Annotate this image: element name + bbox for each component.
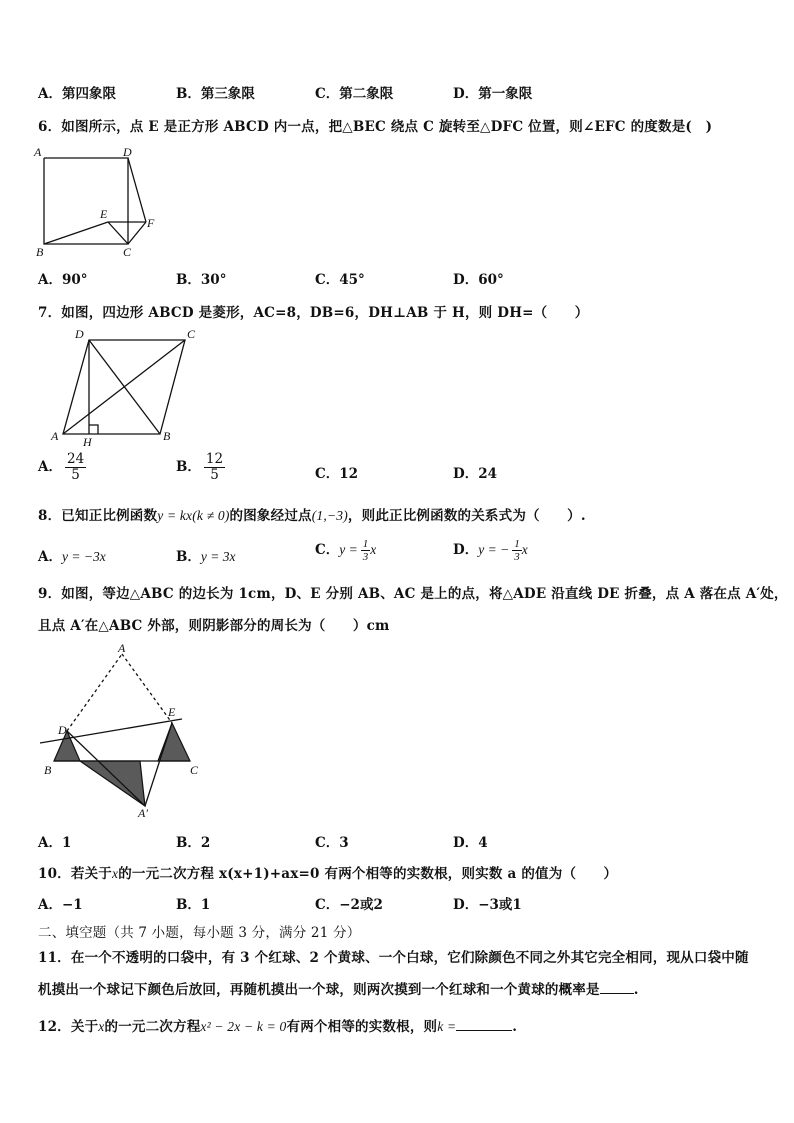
q9-fold-ae (122, 654, 172, 723)
q11-line2 (38, 978, 639, 998)
q9-label-a: A (118, 641, 126, 655)
q10-stem-pre: 10．若关于 (38, 866, 112, 882)
q7-option-c: C．12 (315, 466, 359, 482)
q6-line-df (128, 158, 146, 222)
q7-figure (45, 324, 205, 450)
q8-option-d-var: x (521, 542, 528, 558)
q6-option-a: A．90° (38, 272, 88, 288)
q6-line-ec (108, 222, 128, 244)
q12-var: x (98, 1019, 105, 1034)
q12-post: 有两个相等的实数根，则 (286, 1019, 438, 1035)
q12-pre: 12．关于 (38, 1019, 99, 1035)
q8-option-b (176, 545, 236, 565)
q7-stem: 7．如图，四边形 ABCD 是菱形，AC=8，DB=6，DH⊥AB 于 H，则 DH=（ ） (38, 305, 589, 321)
q6-option-d: D．60° (453, 272, 504, 288)
q5-option-b: B．第三象限 (176, 86, 255, 102)
q8-option-d-den: 3 (514, 551, 520, 564)
q8-option-c (315, 538, 376, 563)
q12-k: k = (437, 1019, 457, 1034)
q6-label-b: B (36, 245, 44, 259)
q11-line2-text: 机摸出一个球记下颜色后放回，再随机摸出一个球，则两次摸到一个红球和一个黄球的概率是 (38, 982, 600, 998)
q9-line-ea-prime (145, 723, 172, 806)
q8-option-d-num: 1 (514, 538, 520, 550)
q9-option-b: B．2 (176, 835, 211, 851)
q6-label-a: A (34, 145, 42, 159)
q5-option-c: C．第二象限 (315, 86, 394, 102)
q8-stem (38, 504, 586, 524)
q9-option-d: D．4 (453, 835, 488, 851)
q6-line-fc (128, 222, 146, 244)
q8-stem-mid: 的图象经过点 (229, 508, 312, 524)
q7-option-a-num: 24 (66, 451, 85, 467)
q7-option-a (38, 452, 86, 483)
q7-option-b-fraction (204, 452, 225, 483)
q8-stem-function: y = kx(k ≠ 0) (157, 508, 230, 523)
q10-option-b: B．1 (176, 897, 211, 913)
q6-label-c: C (123, 245, 132, 259)
q7-option-d: D．24 (453, 466, 497, 482)
q5-option-a: A．第四象限 (38, 86, 116, 102)
q10-option-d: D．−3或1 (453, 897, 522, 913)
q10-stem-var: x (112, 866, 119, 881)
q12-answer-blank[interactable] (456, 1030, 512, 1031)
q6-option-c: C．45° (315, 272, 365, 288)
q8-option-d-lhs: y = − (478, 542, 510, 558)
q6-option-b: B．30° (176, 272, 227, 288)
q11-answer-blank[interactable] (600, 993, 634, 994)
q7-diagonal-db (89, 340, 160, 434)
q9-label-d: D (58, 723, 67, 737)
q10-stem (38, 862, 617, 882)
q7-option-b-prefix: B． (176, 458, 201, 475)
q10-option-a: A．−1 (38, 897, 83, 913)
q9-option-c: C．3 (315, 835, 349, 851)
q8-option-c-den: 3 (362, 551, 369, 564)
q8-option-c-var: x (370, 542, 377, 558)
q8-option-a (38, 545, 106, 565)
q6-line-be (44, 222, 108, 244)
q7-label-b: B (163, 429, 171, 443)
q7-label-c: C (187, 327, 196, 341)
q9-label-c: C (190, 763, 199, 777)
q7-right-angle (89, 425, 98, 434)
q12-end: . (512, 1019, 518, 1035)
q8-option-a-prefix: A． (38, 549, 62, 565)
q9-shade-bottom (80, 761, 145, 806)
q9-stem-line2: 且点 A′在△ABC 外部，则阴影部分的周长为（ ）cm (38, 618, 390, 634)
q7-option-a-fraction (65, 452, 86, 483)
q9-stem-line1: 9．如图，等边△ABC 的边长为 1cm，D、E 分别 AB、AC 是上的点，将△ADE 沿直线 DE 折叠，点 A 落在点 A′处， (38, 586, 788, 602)
q10-stem-post: 的一元二次方程 x(x+1)+ax=0 有两个相等的实数根，则实数 a 的值为（ ） (118, 866, 618, 882)
q10-option-c: C．−2或2 (315, 897, 383, 913)
q8-option-d-prefix: D． (453, 542, 479, 559)
q8-option-b-expr: y = 3x (200, 549, 236, 564)
q11-line1: 11．在一个不透明的口袋中，有 3 个红球、2 个黄球、一个白球，它们除颜色不同之外其它完全相同，现从口袋中随 (38, 950, 749, 966)
q7-option-b-num: 12 (205, 451, 224, 467)
q8-stem-point: (1,−3) (311, 508, 348, 523)
q8-stem-pre: 8．已知正比例函数 (38, 508, 158, 524)
q12-mid: 的一元二次方程 (104, 1019, 201, 1035)
q12-stem (38, 1015, 517, 1035)
q6-label-d: D (123, 145, 132, 159)
q8-stem-post: ，则此正比例函数的关系式为（ ）. (347, 508, 586, 524)
q7-option-a-prefix: A． (38, 458, 62, 475)
q8-option-c-num: 1 (362, 538, 369, 550)
q6-label-f: F (147, 216, 155, 230)
q7-label-a: A (51, 429, 59, 443)
q12-equation: x² − 2x − k = 0 (200, 1019, 287, 1034)
q9-shade-right (158, 723, 190, 761)
q9-label-e: E (168, 705, 176, 719)
q5-option-d: D．第一象限 (453, 86, 533, 102)
q8-option-c-lhs: y = (339, 542, 358, 558)
q7-label-d: D (75, 327, 84, 341)
q8-option-c-prefix: C． (315, 542, 340, 559)
q7-option-b-den: 5 (210, 466, 219, 483)
q7-option-a-den: 5 (71, 466, 80, 483)
q7-label-h: H (83, 435, 92, 449)
q6-figure (30, 140, 170, 260)
q8-option-a-expr: y = −3x (61, 549, 106, 564)
q11-line2-end: . (633, 982, 639, 998)
q9-option-a: A．1 (38, 835, 72, 851)
q8-option-d-fraction (512, 538, 522, 563)
q9-fold-ad (67, 654, 122, 731)
q6-stem: 6．如图所示，点 E 是正方形 ABCD 内一点，把△BEC 绕点 C 旋转至△DFC 位置，则∠EFC 的度数是( ) (38, 119, 713, 135)
q8-option-d (453, 538, 528, 563)
q6-label-e: E (100, 207, 108, 221)
q8-option-b-prefix: B． (176, 549, 201, 565)
q8-option-c-fraction (361, 538, 371, 563)
q9-label-b: B (44, 763, 52, 777)
q7-option-b (176, 452, 225, 483)
q9-label-a-prime: A′ (138, 806, 148, 820)
q9-figure (30, 640, 220, 820)
section-heading-fill-in: 二、填空题（共 7 小题，每小题 3 分，满分 21 分） (38, 925, 361, 941)
